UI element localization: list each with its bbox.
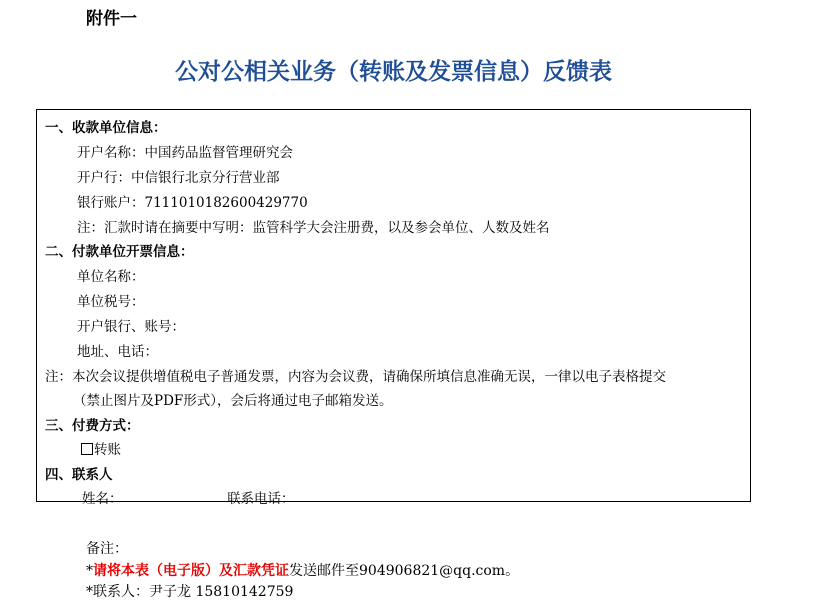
section-invoice-heading: 二、付款单位开票信息： — [45, 244, 194, 260]
invoice-note-line-2: （禁止图片及PDF形式），会后将通过电子邮箱发送。 — [73, 393, 393, 409]
payment-option-transfer[interactable] — [81, 438, 121, 458]
payee-bank: 开户行：中信银行北京分行营业部 — [77, 170, 280, 186]
invoice-unit-name-field[interactable]: 单位名称： — [77, 269, 145, 285]
contact-phone-field[interactable]: 联系电话： — [227, 491, 295, 507]
remarks-highlight: 请将本表（电子版）及汇款凭证 — [93, 563, 289, 579]
invoice-tax-number-field[interactable]: 单位税号： — [77, 294, 145, 310]
remarks-asterisk: * — [86, 563, 93, 579]
remarks-line-contact: *联系人：尹子龙 15810142759 — [86, 584, 294, 600]
page-title: 公对公相关业务（转账及发票信息）反馈表 — [175, 58, 612, 85]
payee-remittance-note: 注：汇款时请在摘要中写明：监管科学大会注册费，以及参会单位、人数及姓名 — [77, 220, 550, 236]
attachment-label: 附件一 — [86, 9, 137, 29]
remarks-label: 备注： — [86, 541, 128, 557]
payee-account-number: 银行账户：7111010182600429770 — [77, 195, 308, 211]
contact-name-field[interactable]: 姓名： — [82, 491, 123, 507]
remarks-line-submit — [86, 560, 519, 580]
section-payee-heading: 一、收款单位信息： — [45, 120, 167, 136]
section-contact-heading: 四、联系人 — [45, 467, 113, 483]
invoice-address-phone-field[interactable]: 地址、电话： — [77, 344, 158, 360]
remarks-email: 发送邮件至904906821@qq.com。 — [289, 563, 520, 579]
section-payment-method-heading: 三、付费方式： — [45, 418, 140, 434]
payee-account-name: 开户名称：中国药品监督管理研究会 — [77, 145, 293, 161]
invoice-bank-account-field[interactable]: 开户银行、账号： — [77, 319, 185, 335]
invoice-note-line-1: 注：本次会议提供增值税电子普通发票，内容为会议费，请确保所填信息准确无误，一律以电子表格提交 — [45, 369, 666, 385]
feedback-form-box — [36, 109, 751, 507]
transfer-option-label: 转账 — [94, 442, 121, 458]
transfer-checkbox[interactable] — [81, 443, 93, 455]
